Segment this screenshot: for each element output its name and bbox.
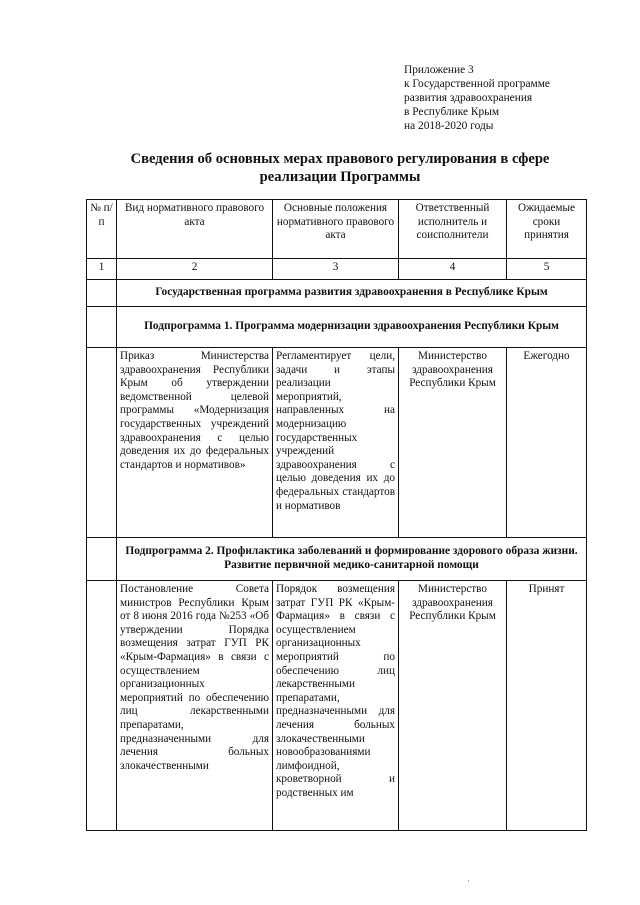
row-number-cell <box>87 581 117 831</box>
term-cell: Принят <box>507 581 587 831</box>
section-blank-cell <box>87 307 117 348</box>
appendix-line: на 2018-2020 годы <box>404 120 494 132</box>
document-title <box>86 150 594 186</box>
executor-cell: Министерство здравоохранения Республики Крым <box>399 581 507 831</box>
provisions-cell: Порядок возмещения затрат ГУП РК «Крым-Фармация» в связи с осуществлением организационных мероприятий по обеспечению лиц лекарственными препаратами, предназначенными для лечения больных злокачественными новообразованиями лимфоидной, кроветворной и родственных им <box>273 581 399 831</box>
header-cell-act-type: Вид нормативного правового акта <box>117 200 273 259</box>
section-blank-cell <box>87 280 117 307</box>
column-number: 2 <box>117 259 273 280</box>
header-cell-executor: Ответственный исполнитель и соисполнители <box>399 200 507 259</box>
column-number: 4 <box>399 259 507 280</box>
section-blank-cell <box>87 538 117 581</box>
scan-mark: · <box>467 876 470 886</box>
appendix-line: Приложение 3 <box>404 64 474 76</box>
subprogram-2-row <box>87 538 587 581</box>
header-cell-provisions: Основные положения нормативного правового акта <box>273 200 399 259</box>
act-type-cell: Постановление Совета министров Республики Крым от 8 июня 2016 года №253 «Об утверждении Порядка возмещения затрат ГУП РК «Крым-Фармация» в связи с осуществлением организационных мероприятий по обеспечению лиц лекарственными препаратами, предназначенными для лечения больных злокачественными <box>117 581 273 831</box>
term-cell: Ежегодно <box>507 348 587 538</box>
appendix-line: в Республике Крым <box>404 106 500 118</box>
appendix-line: развития здравоохранения <box>404 92 533 104</box>
title-line-1: Сведения об основных мерах правового регулирования в сфере <box>130 151 550 167</box>
table-header-row <box>87 200 587 259</box>
executor-cell: Министерство здравоохранения Республики Крым <box>399 348 507 538</box>
subprogram-1-row <box>87 307 587 348</box>
header-cell-term: Ожидаемые сроки принятия <box>507 200 587 259</box>
program-section-title: Государственная программа развития здравоохранения в Республике Крым <box>117 280 587 307</box>
provisions-cell: Регламентирует цели, задачи и этапы реализации мероприятий, направленных на модернизацию государственных учреждений здравоохранения с целью доведения их до федеральных стандартов и нормативов <box>273 348 399 538</box>
appendix-line: к Государственной программе <box>404 78 550 90</box>
column-number: 3 <box>273 259 399 280</box>
table-row <box>87 581 587 831</box>
act-type-cell: Приказ Министерства здравоохранения Республики Крым об утверждении ведомственной целевой программы «Модернизация государственных учреждений здравоохранения с целью доведения их до федеральных стандартов и нормативов» <box>117 348 273 538</box>
measures-table <box>86 199 587 831</box>
subprogram-2-title: Подпрограмма 2. Профилактика заболеваний и формирование здорового образа жизни. Развитие первичной медико-санитарной помощи <box>117 538 587 581</box>
table-row <box>87 348 587 538</box>
column-number: 1 <box>87 259 117 280</box>
appendix-note <box>404 63 614 133</box>
column-number: 5 <box>507 259 587 280</box>
subprogram-1-title: Подпрограмма 1. Программа модернизации здравоохранения Республики Крым <box>117 307 587 348</box>
row-number-cell <box>87 348 117 538</box>
column-number-row <box>87 259 587 280</box>
header-cell-number: № п/п <box>87 200 117 259</box>
program-section-row <box>87 280 587 307</box>
title-line-2: реализации Программы <box>259 169 421 185</box>
